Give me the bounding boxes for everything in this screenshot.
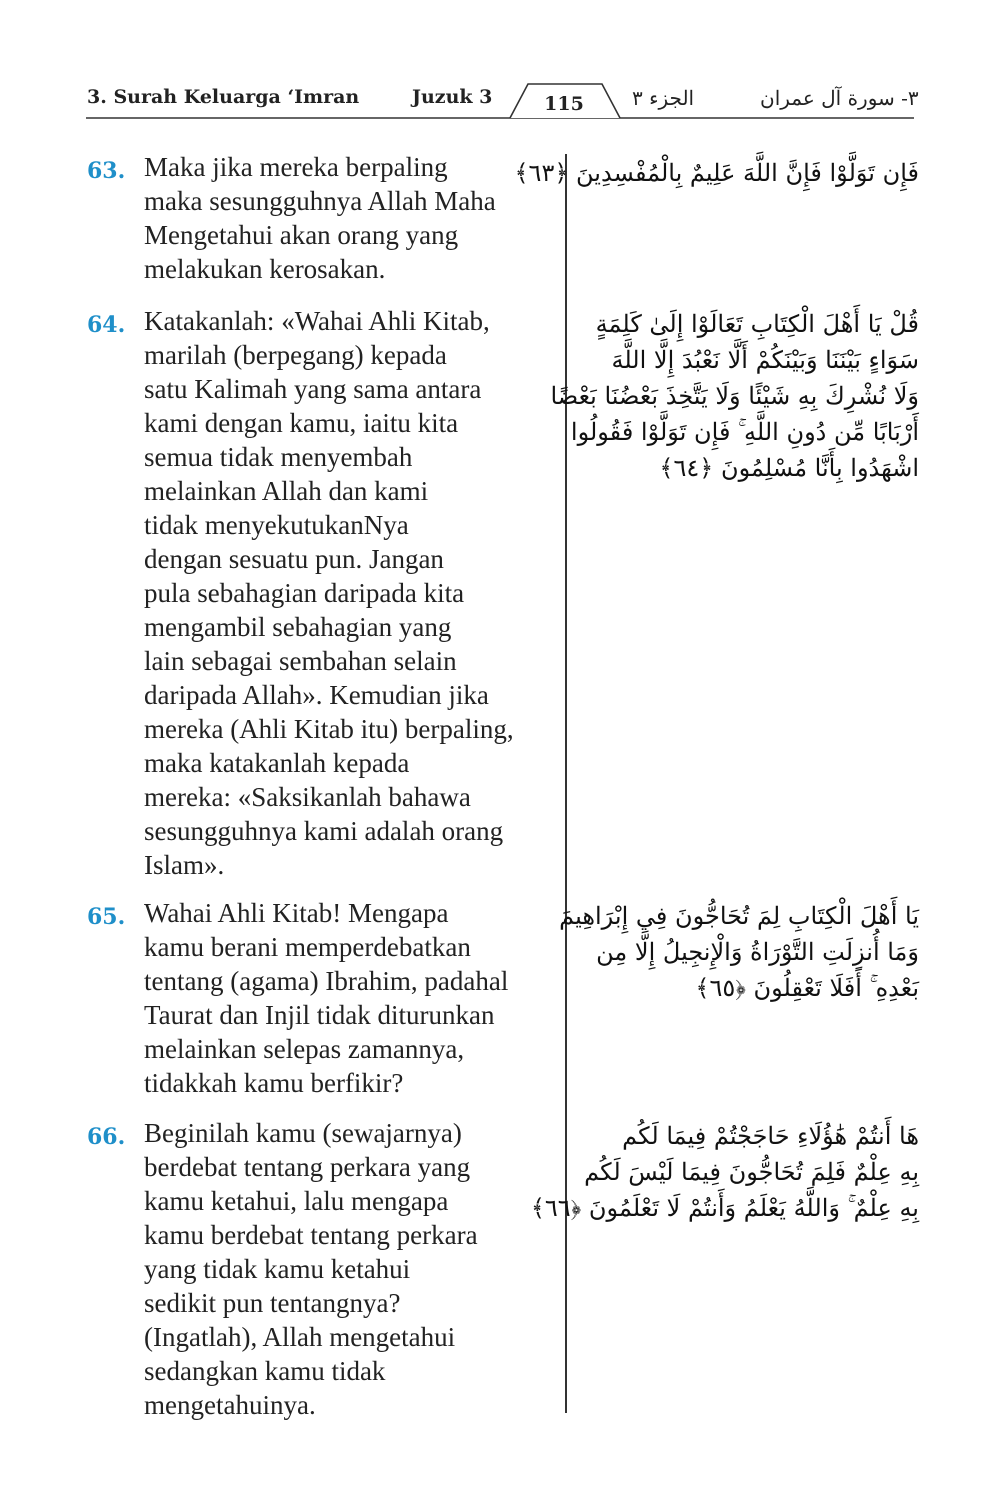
verse-64-translation [87, 304, 557, 884]
verse-number: 66. [87, 1124, 126, 1150]
page-number: 115 [544, 93, 584, 115]
text-line: Mengetahui akan orang yang [144, 220, 459, 250]
verse-63-arabic [514, 155, 919, 191]
verse-64-arabic [550, 306, 919, 486]
text-line: melainkan Allah dan kami [144, 476, 429, 506]
text-line: sesungguhnya kami adalah orang [144, 816, 504, 846]
text-line: yang tidak kamu ketahui [144, 1254, 411, 1284]
arabic-line: سَوَاءٍ بَيْنَنَا وَبَيْنَكُمْ أَلَّا نَعْبُدَ إِلَّا اللَّهَ [611, 346, 919, 374]
text-line: sedikit pun tentangnya? [144, 1288, 401, 1318]
text-line: tidakkah kamu berfikir? [144, 1068, 404, 1098]
verse-text [144, 896, 564, 1100]
text-line: berdebat tentang perkara yang [144, 1152, 471, 1182]
verse-65-translation [87, 896, 557, 1106]
text-line: sedangkan kamu tidak [144, 1356, 386, 1386]
text-line: Taurat dan Injil tidak diturunkan [144, 1000, 495, 1030]
verse-number: 64. [87, 312, 126, 338]
text-line: Maka jika mereka berpaling [144, 152, 448, 182]
arabic-line: هَا أَنتُمْ هَٰؤُلَاءِ حَاجَجْتُمْ فِيمَا لَكُم [622, 1122, 919, 1150]
arabic-line: اشْهَدُوا بِأَنَّا مُسْلِمُونَ ﴿٦٤﴾ [659, 454, 919, 482]
verse-text [144, 150, 564, 286]
text-line: semua tidak menyembah [144, 442, 413, 472]
verse-66-translation [87, 1116, 557, 1426]
verse-number: 65. [87, 904, 126, 930]
text-line: Beginilah kamu (sewajarnya) [144, 1118, 462, 1148]
text-line: mengambil sebahagian yang [144, 612, 452, 642]
text-line: mengetahuinya. [144, 1390, 316, 1420]
text-line: Katakanlah: «Wahai Ahli Kitab, [144, 306, 490, 336]
verse-text [144, 1116, 564, 1422]
text-line: kami dengan kamu, iaitu kita [144, 408, 459, 438]
text-line: Islam». [144, 850, 225, 880]
arabic-line: بَعْدِهِ ۚ أَفَلَا تَعْقِلُونَ ﴿٦٥﴾ [695, 974, 919, 1002]
text-line: daripada Allah». Kemudian jika [144, 680, 489, 710]
verse-66-arabic [530, 1118, 919, 1226]
text-line: satu Kalimah yang sama antara [144, 374, 482, 404]
juzuk-label: Juzuk 3 [412, 86, 493, 108]
text-line: mereka (Ahli Kitab itu) berpaling, [144, 714, 514, 744]
verse-63-translation [87, 150, 557, 290]
verse-65-arabic [559, 898, 919, 1006]
arabic-line: بِهِ عِلْمٌ ۚ وَاللَّهُ يَعْلَمُ وَأَنتُمْ لَا تَعْلَمُونَ ﴿٦٦﴾ [530, 1194, 919, 1222]
text-line: maka sesungguhnya Allah Maha [144, 186, 496, 216]
arabic-line: وَمَا أُنزِلَتِ التَّوْرَاةُ وَالْإِنجِيلُ إِلَّا مِن [596, 938, 919, 966]
arabic-line: أَرْبَابًا مِّن دُونِ اللَّهِ ۚ فَإِن تَوَلَّوْا فَقُولُوا [570, 418, 919, 446]
arabic-line: يَا أَهْلَ الْكِتَابِ لِمَ تُحَاجُّونَ فِي إِبْرَاهِيمَ [559, 902, 919, 930]
arabic-line: فَإِن تَوَلَّوْا فَإِنَّ اللَّهَ عَلِيمٌ بِالْمُفْسِدِينَ ﴿٦٣﴾ [514, 159, 919, 187]
juz-label-arabic: الجزء ٣ [632, 86, 695, 110]
text-line: kamu berani memperdebatkan [144, 932, 471, 962]
header-rule [0, 0, 1000, 130]
text-line: (Ingatlah), Allah mengetahui [144, 1322, 456, 1352]
verse-number: 63. [87, 158, 126, 184]
text-line: tentang (agama) Ibrahim, padahal [144, 966, 509, 996]
surah-title-arabic: ٣- سورة آل عمران [760, 86, 919, 110]
arabic-line: بِهِ عِلْمٌ فَلِمَ تُحَاجُّونَ فِيمَا لَيْسَ لَكُم [584, 1158, 919, 1186]
text-line: mereka: «Saksikanlah bahawa [144, 782, 471, 812]
text-line: tidak menyekutukanNya [144, 510, 409, 540]
text-line: melakukan kerosakan. [144, 254, 386, 284]
surah-title-latin: 3. Surah Keluarga ‘Imran [87, 86, 360, 108]
text-line: marilah (berpegang) kepada [144, 340, 447, 370]
text-line: maka katakanlah kepada [144, 748, 410, 778]
text-line: kamu ketahui, lalu mengapa [144, 1186, 449, 1216]
text-line: dengan sesuatu pun. Jangan [144, 544, 444, 574]
text-line: Wahai Ahli Kitab! Mengapa [144, 898, 449, 928]
arabic-line: وَلَا نُشْرِكَ بِهِ شَيْئًا وَلَا يَتَّخِذَ بَعْضُنَا بَعْضًا [550, 382, 919, 410]
text-line: kamu berdebat tentang perkara [144, 1220, 478, 1250]
arabic-line: قُلْ يَا أَهْلَ الْكِتَابِ تَعَالَوْا إِلَىٰ كَلِمَةٍ [595, 310, 919, 338]
text-line: melainkan selepas zamannya, [144, 1034, 465, 1064]
text-line: pula sebahagian daripada kita [144, 578, 465, 608]
verse-text [144, 304, 564, 882]
text-line: lain sebagai sembahan selain [144, 646, 457, 676]
